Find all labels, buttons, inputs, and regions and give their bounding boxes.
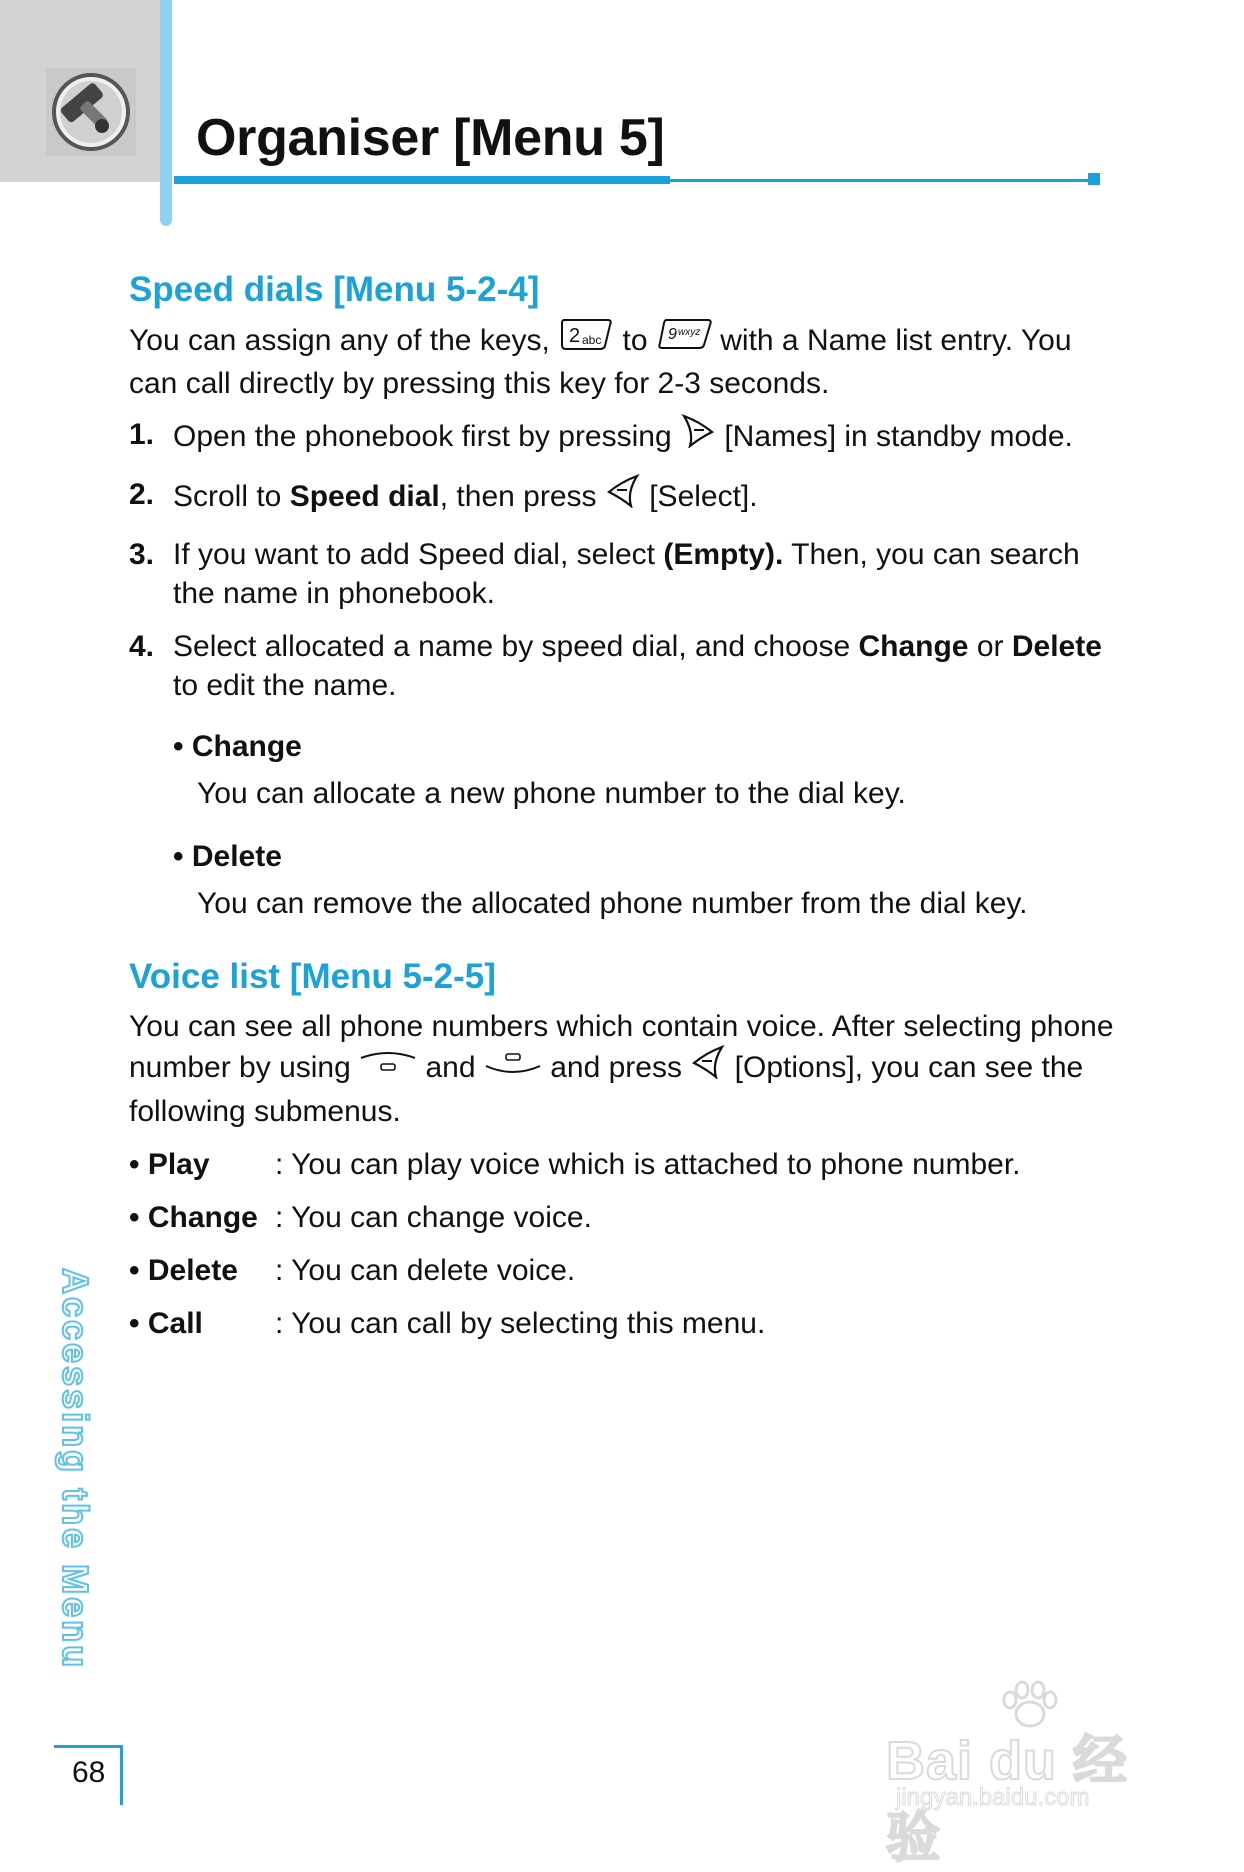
step-text-a: Open the phonebook first by pressing (173, 419, 672, 453)
step-text (173, 535, 1119, 613)
voice-list-heading: Voice list [Menu 5-2-5] (129, 957, 496, 996)
voice-option-label: • Call (129, 1307, 203, 1340)
step-text (173, 475, 1119, 521)
header-vertical-bar (160, 0, 172, 226)
watermark-sub: jingyan.baidu.com (896, 1784, 1090, 1811)
intro-text: You can assign any of the keys, (129, 323, 550, 357)
sub-option-change-title: • Change (173, 730, 302, 763)
title-rule-end (1088, 173, 1100, 185)
right-soft-key-icon (680, 412, 716, 458)
voice-intro-c: [Options], you can see the following submenus. (129, 1050, 1084, 1128)
step-text-c: [Select]. (649, 479, 758, 513)
side-section-label (56, 1268, 96, 1728)
speed-dials-intro (129, 320, 1119, 403)
step-bold-change: Change (858, 630, 969, 663)
step-text-b: or (976, 630, 1004, 663)
page-number-rule (54, 1745, 122, 1748)
step-text-a: Select allocated a name by speed dial, and choose (173, 630, 851, 663)
svg-text:wxyz: wxyz (677, 327, 701, 338)
list-item (129, 475, 1119, 521)
step-bold: Speed dial (289, 479, 440, 513)
list-item (129, 1304, 1119, 1343)
sub-option-delete-title: • Delete (173, 840, 282, 873)
step-bold: (Empty). (663, 538, 784, 571)
page-number: 68 (72, 1756, 106, 1789)
voice-option-label: • Play (129, 1148, 210, 1181)
speed-dials-steps (129, 415, 1119, 705)
left-soft-key-icon (690, 1043, 726, 1089)
sub-option-delete-desc: You can remove the allocated phone number from the dial key. (197, 887, 1028, 920)
voice-intro-b: and press (550, 1050, 682, 1084)
svg-text:9: 9 (667, 326, 677, 343)
voice-option-label: • Delete (129, 1254, 238, 1287)
svg-text:abc: abc (582, 333, 602, 347)
side-section-label-text: Accessing the Menu (55, 1268, 96, 1671)
step-number: 2. (129, 478, 155, 511)
step-text (173, 415, 1119, 461)
title-rule-thin (670, 179, 1090, 182)
step-number: 4. (129, 630, 155, 663)
voice-intro-and: and (425, 1050, 476, 1084)
watermark (880, 1680, 1160, 1868)
voice-option-desc: : You can play voice which is attached to phone number. (275, 1148, 1021, 1181)
step-text-b: [Names] in standby mode. (724, 419, 1073, 453)
voice-option-desc: : You can call by selecting this menu. (275, 1307, 766, 1340)
organiser-tools-icon (40, 62, 142, 162)
step-number: 3. (129, 538, 155, 571)
nav-down-key-icon (484, 1047, 542, 1086)
step-text-b: Then, you can search the name in phonebook. (173, 538, 1080, 610)
page-title: Organiser [Menu 5] (196, 109, 665, 167)
nav-up-key-icon (359, 1047, 417, 1086)
voice-list-intro (129, 1007, 1119, 1131)
step-text-c: to edit the name. (173, 669, 397, 702)
speed-dials-heading: Speed dials [Menu 5-2-4] (129, 270, 540, 309)
list-item (129, 1198, 1119, 1237)
step-text-a: If you want to add Speed dial, select (173, 538, 655, 571)
svg-text:2: 2 (569, 325, 581, 347)
page-number-rule-vertical (120, 1745, 123, 1805)
voice-option-desc: : You can change voice. (275, 1201, 592, 1234)
watermark-main: Bai du 经验 (886, 1731, 1129, 1868)
list-item (129, 1145, 1119, 1184)
title-rule (174, 176, 670, 184)
main-content (129, 268, 1119, 1343)
voice-option-desc: : You can delete voice. (275, 1254, 576, 1287)
list-item (129, 627, 1119, 705)
list-item (129, 535, 1119, 613)
key-9wxyz-icon (656, 317, 712, 361)
list-item (129, 1251, 1119, 1290)
step-text-a: Scroll to (173, 479, 282, 513)
step-text (173, 627, 1119, 705)
voice-list-options (129, 1145, 1119, 1343)
voice-option-label: • Change (129, 1201, 258, 1234)
step-text-b: , then press (439, 479, 597, 513)
intro-to: to (622, 323, 648, 357)
intro-text-2: with a Name list entry. You can call directly by pressing this key for 2-3 seconds. (129, 323, 1072, 400)
sub-option-change-desc: You can allocate a new phone number to the dial key. (197, 777, 906, 810)
left-soft-key-icon (605, 472, 641, 518)
list-item (129, 415, 1119, 461)
speed-dial-sub-options (173, 727, 1119, 923)
step-number: 1. (129, 418, 155, 451)
voice-intro-a: You can see all phone numbers which contain voice. After selecting phone number by using (129, 1010, 1114, 1084)
step-bold-delete: Delete (1011, 630, 1102, 663)
key-2abc-icon (558, 317, 614, 361)
